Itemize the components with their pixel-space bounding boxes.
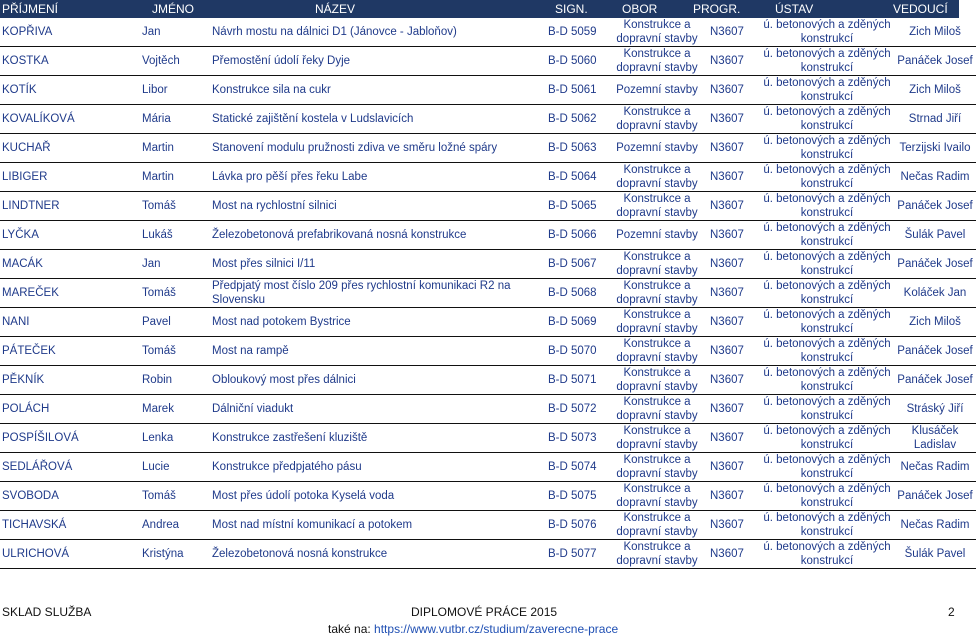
cell-nazev: Železobetonová prefabrikovaná nosná konstrukce [210, 221, 546, 250]
cell-obor: Konstrukce a dopravní stavby [606, 18, 708, 47]
header-jmeno: JMÉNO [152, 2, 194, 16]
cell-nazev: Statické zajištění kostela v Ludslavicích [210, 105, 546, 134]
cell-jmeno: Martin [140, 134, 210, 163]
cell-nazev: Most přes údolí potoka Kyselá voda [210, 482, 546, 511]
cell-prog: N3607 [708, 395, 760, 424]
cell-vedouci: Šulák Pavel [894, 540, 976, 569]
cell-prijmeni: SEDLÁŘOVÁ [0, 453, 140, 482]
cell-sign: B-D 5075 [546, 482, 606, 511]
cell-sign: B-D 5059 [546, 18, 606, 47]
cell-obor: Konstrukce a dopravní stavby [606, 366, 708, 395]
cell-vedouci: Klusáček Ladislav [894, 424, 976, 453]
cell-jmeno: Lucie [140, 453, 210, 482]
cell-prog: N3607 [708, 540, 760, 569]
cell-sign: B-D 5068 [546, 279, 606, 308]
cell-vedouci: Koláček Jan [894, 279, 976, 308]
cell-prijmeni: ULRICHOVÁ [0, 540, 140, 569]
cell-vedouci: Panáček Josef [894, 366, 976, 395]
cell-prijmeni: KOVALÍKOVÁ [0, 105, 140, 134]
table-header [0, 0, 959, 18]
table-row [0, 192, 976, 221]
cell-obor: Konstrukce a dopravní stavby [606, 511, 708, 540]
cell-sign: B-D 5061 [546, 76, 606, 105]
cell-ustav: ú. betonových a zděných konstrukcí [760, 511, 894, 540]
cell-prijmeni: POLÁCH [0, 395, 140, 424]
cell-ustav: ú. betonových a zděných konstrukcí [760, 482, 894, 511]
cell-ustav: ú. betonových a zděných konstrukcí [760, 424, 894, 453]
footer-link-prefix: také na: [328, 622, 371, 636]
header-vedouci: VEDOUCÍ [893, 2, 948, 16]
cell-nazev: Lávka pro pěší přes řeku Labe [210, 163, 546, 192]
cell-obor: Konstrukce a dopravní stavby [606, 47, 708, 76]
cell-ustav: ú. betonových a zděných konstrukcí [760, 76, 894, 105]
cell-prijmeni: MACÁK [0, 250, 140, 279]
cell-sign: B-D 5066 [546, 221, 606, 250]
cell-jmeno: Robin [140, 366, 210, 395]
cell-jmeno: Jan [140, 18, 210, 47]
cell-prijmeni: MAREČEK [0, 279, 140, 308]
cell-nazev: Dálniční viadukt [210, 395, 546, 424]
cell-prog: N3607 [708, 134, 760, 163]
cell-nazev: Most nad místní komunikací a potokem [210, 511, 546, 540]
cell-prijmeni: SVOBODA [0, 482, 140, 511]
cell-nazev: Návrh mostu na dálnici D1 (Jánovce - Jabloňov) [210, 18, 546, 47]
cell-jmeno: Martin [140, 163, 210, 192]
cell-ustav: ú. betonových a zděných konstrukcí [760, 337, 894, 366]
cell-jmeno: Tomáš [140, 337, 210, 366]
cell-prog: N3607 [708, 47, 760, 76]
footer-link[interactable]: https://www.vutbr.cz/studium/zaverecne-prace [374, 622, 619, 636]
cell-vedouci: Nečas Radim [894, 453, 976, 482]
cell-vedouci: Zich Miloš [894, 18, 976, 47]
cell-sign: B-D 5076 [546, 511, 606, 540]
header-obor: OBOR [622, 2, 658, 16]
cell-ustav: ú. betonových a zděných konstrukcí [760, 279, 894, 308]
table-row [0, 76, 976, 105]
table-row [0, 279, 976, 308]
cell-prog: N3607 [708, 250, 760, 279]
cell-sign: B-D 5064 [546, 163, 606, 192]
cell-sign: B-D 5071 [546, 366, 606, 395]
cell-prijmeni: NANI [0, 308, 140, 337]
cell-sign: B-D 5060 [546, 47, 606, 76]
cell-vedouci: Terzijski Ivailo [894, 134, 976, 163]
cell-nazev: Předpjatý most číslo 209 přes rychlostní komunikaci R2 na Slovensku [210, 279, 546, 308]
cell-sign: B-D 5073 [546, 424, 606, 453]
cell-ustav: ú. betonových a zděných konstrukcí [760, 453, 894, 482]
cell-prijmeni: KOPŘIVA [0, 18, 140, 47]
footer-center: DIPLOMOVÉ PRÁCE 2015 [411, 605, 558, 619]
cell-jmeno: Kristýna [140, 540, 210, 569]
cell-vedouci: Panáček Josef [894, 482, 976, 511]
cell-nazev: Most nad potokem Bystrice [210, 308, 546, 337]
cell-nazev: Most přes silnici I/11 [210, 250, 546, 279]
cell-jmeno: Mária [140, 105, 210, 134]
cell-vedouci: Strnad Jiří [894, 105, 976, 134]
cell-nazev: Most na rychlostní silnici [210, 192, 546, 221]
cell-obor: Konstrukce a dopravní stavby [606, 250, 708, 279]
table-row [0, 163, 976, 192]
header-prog: PROGR. [693, 2, 741, 16]
cell-prog: N3607 [708, 163, 760, 192]
footer-left: SKLAD SLUŽBA [2, 605, 92, 619]
cell-prog: N3607 [708, 511, 760, 540]
cell-obor: Konstrukce a dopravní stavby [606, 337, 708, 366]
cell-prijmeni: POSPÍŠILOVÁ [0, 424, 140, 453]
cell-prog: N3607 [708, 424, 760, 453]
cell-nazev: Konstrukce předpjatého pásu [210, 453, 546, 482]
cell-jmeno: Tomáš [140, 482, 210, 511]
cell-vedouci: Zich Miloš [894, 308, 976, 337]
table-row [0, 105, 976, 134]
cell-vedouci: Panáček Josef [894, 250, 976, 279]
cell-ustav: ú. betonových a zděných konstrukcí [760, 308, 894, 337]
cell-prijmeni: PĚKNÍK [0, 366, 140, 395]
cell-ustav: ú. betonových a zděných konstrukcí [760, 221, 894, 250]
cell-sign: B-D 5069 [546, 308, 606, 337]
cell-vedouci: Stráský Jiří [894, 395, 976, 424]
cell-jmeno: Lenka [140, 424, 210, 453]
header-nazev: NÁZEV [315, 2, 356, 16]
cell-prog: N3607 [708, 192, 760, 221]
cell-nazev: Konstrukce zastřešení kluziště [210, 424, 546, 453]
cell-prijmeni: KOSTKA [0, 47, 140, 76]
cell-prog: N3607 [708, 221, 760, 250]
cell-nazev: Stanovení modulu pružnosti zdiva ve směru ložné spáry [210, 134, 546, 163]
cell-obor: Konstrukce a dopravní stavby [606, 105, 708, 134]
cell-nazev: Konstrukce sila na cukr [210, 76, 546, 105]
cell-obor: Pozemní stavby [606, 76, 708, 105]
cell-prog: N3607 [708, 76, 760, 105]
cell-prog: N3607 [708, 337, 760, 366]
table-row [0, 18, 976, 47]
cell-ustav: ú. betonových a zděných konstrukcí [760, 366, 894, 395]
cell-obor: Konstrukce a dopravní stavby [606, 308, 708, 337]
cell-vedouci: Panáček Josef [894, 192, 976, 221]
footer-link-line [328, 622, 618, 636]
cell-ustav: ú. betonových a zděných konstrukcí [760, 47, 894, 76]
table-row [0, 337, 976, 366]
cell-prog: N3607 [708, 366, 760, 395]
cell-jmeno: Pavel [140, 308, 210, 337]
cell-sign: B-D 5077 [546, 540, 606, 569]
cell-prijmeni: PÁTEČEK [0, 337, 140, 366]
cell-ustav: ú. betonových a zděných konstrukcí [760, 192, 894, 221]
table-row [0, 453, 976, 482]
cell-ustav: ú. betonových a zděných konstrukcí [760, 18, 894, 47]
cell-vedouci: Panáček Josef [894, 47, 976, 76]
cell-nazev: Most na rampě [210, 337, 546, 366]
table-row [0, 221, 976, 250]
cell-vedouci: Nečas Radim [894, 163, 976, 192]
cell-sign: B-D 5072 [546, 395, 606, 424]
table-row [0, 395, 976, 424]
cell-jmeno: Libor [140, 76, 210, 105]
cell-prog: N3607 [708, 453, 760, 482]
cell-prog: N3607 [708, 482, 760, 511]
cell-prijmeni: KOTÍK [0, 76, 140, 105]
cell-vedouci: Šulák Pavel [894, 221, 976, 250]
cell-obor: Pozemní stavby [606, 134, 708, 163]
cell-obor: Konstrukce a dopravní stavby [606, 192, 708, 221]
cell-prijmeni: KUCHAŘ [0, 134, 140, 163]
table-row [0, 250, 976, 279]
table-row [0, 134, 976, 163]
cell-prog: N3607 [708, 105, 760, 134]
cell-obor: Konstrukce a dopravní stavby [606, 482, 708, 511]
table-row [0, 511, 976, 540]
table-row [0, 308, 976, 337]
table-row [0, 47, 976, 76]
cell-sign: B-D 5065 [546, 192, 606, 221]
cell-prog: N3607 [708, 279, 760, 308]
cell-jmeno: Andrea [140, 511, 210, 540]
header-sign: SIGN. [555, 2, 588, 16]
cell-ustav: ú. betonových a zděných konstrukcí [760, 163, 894, 192]
cell-prijmeni: TICHAVSKÁ [0, 511, 140, 540]
cell-ustav: ú. betonových a zděných konstrukcí [760, 395, 894, 424]
cell-jmeno: Jan [140, 250, 210, 279]
table-row [0, 540, 976, 569]
table-row [0, 424, 976, 453]
cell-obor: Konstrukce a dopravní stavby [606, 424, 708, 453]
cell-nazev: Železobetonová nosná konstrukce [210, 540, 546, 569]
header-prijmeni: PŘÍJMENÍ [2, 2, 59, 16]
cell-nazev: Přemostění údolí řeky Dyje [210, 47, 546, 76]
cell-sign: B-D 5062 [546, 105, 606, 134]
cell-jmeno: Vojtěch [140, 47, 210, 76]
cell-obor: Konstrukce a dopravní stavby [606, 163, 708, 192]
cell-jmeno: Tomáš [140, 279, 210, 308]
cell-sign: B-D 5074 [546, 453, 606, 482]
cell-obor: Pozemní stavby [606, 221, 708, 250]
cell-jmeno: Marek [140, 395, 210, 424]
cell-ustav: ú. betonových a zděných konstrukcí [760, 134, 894, 163]
cell-jmeno: Tomáš [140, 192, 210, 221]
cell-sign: B-D 5070 [546, 337, 606, 366]
cell-vedouci: Zich Miloš [894, 76, 976, 105]
cell-vedouci: Nečas Radim [894, 511, 976, 540]
theses-table-body [0, 18, 976, 569]
cell-ustav: ú. betonových a zděných konstrukcí [760, 540, 894, 569]
cell-obor: Konstrukce a dopravní stavby [606, 540, 708, 569]
table-row [0, 482, 976, 511]
cell-obor: Konstrukce a dopravní stavby [606, 279, 708, 308]
table-row [0, 366, 976, 395]
cell-nazev: Obloukový most přes dálnici [210, 366, 546, 395]
header-ustav: ÚSTAV [775, 2, 814, 16]
cell-ustav: ú. betonových a zděných konstrukcí [760, 250, 894, 279]
cell-prijmeni: LINDTNER [0, 192, 140, 221]
cell-ustav: ú. betonových a zděných konstrukcí [760, 105, 894, 134]
cell-prog: N3607 [708, 308, 760, 337]
theses-table [0, 18, 976, 569]
cell-prog: N3607 [708, 18, 760, 47]
cell-sign: B-D 5067 [546, 250, 606, 279]
cell-vedouci: Panáček Josef [894, 337, 976, 366]
cell-obor: Konstrukce a dopravní stavby [606, 453, 708, 482]
cell-obor: Konstrukce a dopravní stavby [606, 395, 708, 424]
cell-prijmeni: LIBIGER [0, 163, 140, 192]
cell-sign: B-D 5063 [546, 134, 606, 163]
cell-jmeno: Lukáš [140, 221, 210, 250]
cell-prijmeni: LYČKA [0, 221, 140, 250]
page-number: 2 [948, 605, 955, 619]
